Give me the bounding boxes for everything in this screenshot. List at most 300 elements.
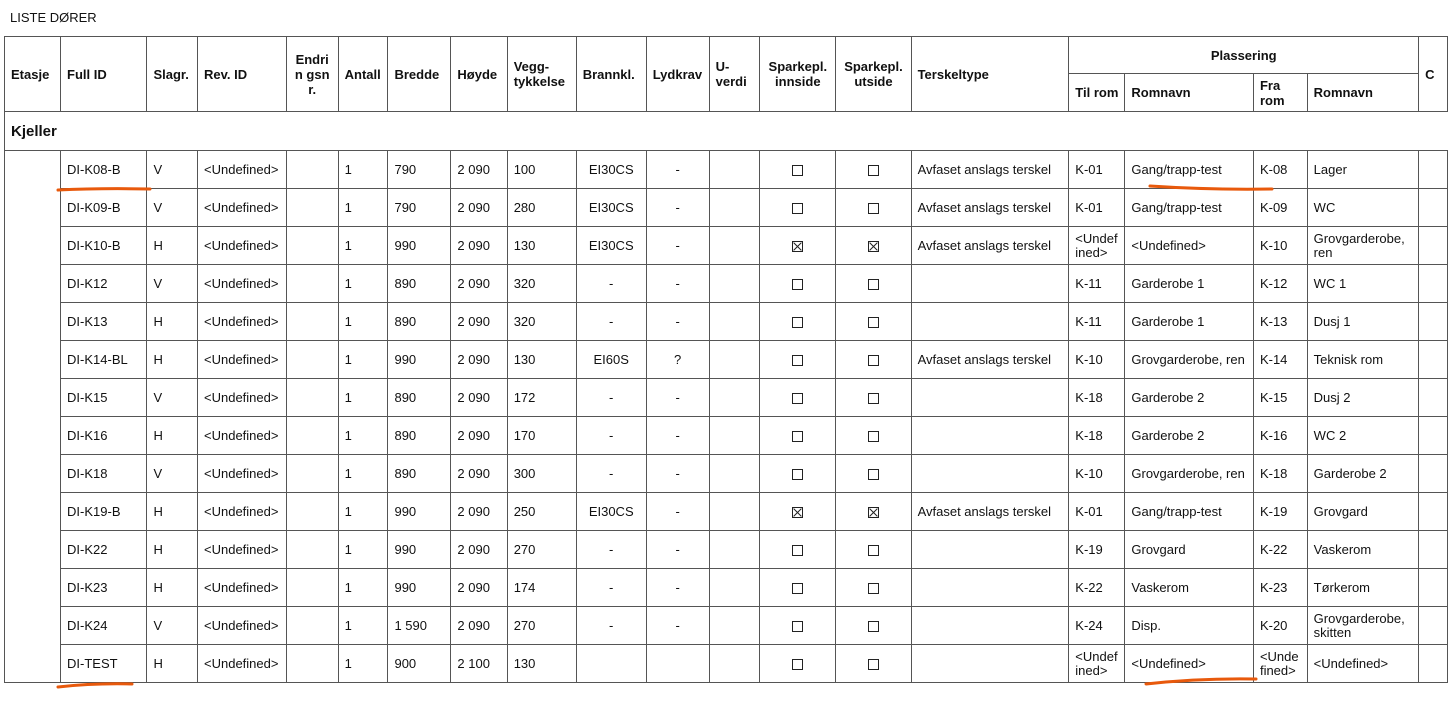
cell-romnavn-fra[interactable]: Vaskerom	[1307, 531, 1418, 569]
cell-rev-id[interactable]: <Undefined>	[198, 379, 287, 417]
cell-til-rom[interactable]: <Undefined>	[1069, 227, 1125, 265]
table-row[interactable]	[5, 569, 1448, 607]
checkbox[interactable]	[792, 279, 803, 290]
cell-spark-innside[interactable]	[760, 151, 836, 189]
cell-lydkrav[interactable]: -	[646, 569, 709, 607]
cell-spark-innside[interactable]	[760, 455, 836, 493]
cell-fra-rom[interactable]: K-19	[1253, 493, 1307, 531]
cell-terskeltype[interactable]	[911, 379, 1069, 417]
checkbox[interactable]	[792, 355, 803, 366]
cell-vegg[interactable]: 130	[507, 341, 576, 379]
checkbox[interactable]	[868, 355, 879, 366]
cell-antall[interactable]: 1	[338, 265, 388, 303]
cell-spark-innside[interactable]	[760, 341, 836, 379]
checkbox[interactable]	[868, 279, 879, 290]
checkbox[interactable]	[868, 393, 879, 404]
cell-fra-rom[interactable]: K-10	[1253, 227, 1307, 265]
cell-endring[interactable]	[286, 417, 338, 455]
cell-uverdi[interactable]	[709, 417, 760, 455]
cell-brannkl[interactable]: -	[576, 379, 646, 417]
checkbox-checked[interactable]	[868, 507, 879, 518]
table-row[interactable]	[5, 151, 1448, 189]
cell-uverdi[interactable]	[709, 227, 760, 265]
cell-hoyde[interactable]: 2 090	[451, 265, 507, 303]
cell-full-id[interactable]: DI-K14-BL	[61, 341, 147, 379]
cell-slagr[interactable]: H	[147, 645, 198, 683]
cell-slagr[interactable]: H	[147, 303, 198, 341]
cell-rev-id[interactable]: <Undefined>	[198, 265, 287, 303]
checkbox[interactable]	[868, 431, 879, 442]
cell-antall[interactable]: 1	[338, 417, 388, 455]
cell-romnavn-fra[interactable]: WC 2	[1307, 417, 1418, 455]
cell-bredde[interactable]: 990	[388, 569, 451, 607]
cell-til-rom[interactable]: K-11	[1069, 265, 1125, 303]
cell-til-rom[interactable]: K-18	[1069, 417, 1125, 455]
cell-lydkrav[interactable]: -	[646, 379, 709, 417]
table-row[interactable]	[5, 227, 1448, 265]
cell-romnavn-fra[interactable]: WC	[1307, 189, 1418, 227]
table-row[interactable]	[5, 341, 1448, 379]
cell-slagr[interactable]: V	[147, 379, 198, 417]
cell-spark-utside[interactable]	[836, 645, 911, 683]
cell-spark-innside[interactable]	[760, 227, 836, 265]
cell-hoyde[interactable]: 2 100	[451, 645, 507, 683]
cell-terskeltype[interactable]: Avfaset anslags terskel	[911, 341, 1069, 379]
cell-rev-id[interactable]: <Undefined>	[198, 455, 287, 493]
header-lydkrav[interactable]: Lydkrav	[646, 37, 709, 112]
table-row[interactable]	[5, 417, 1448, 455]
cell-romnavn-fra[interactable]: Grovgarderobe, skitten	[1307, 607, 1418, 645]
cell-romnavn-til[interactable]: Grovgard	[1125, 531, 1254, 569]
cell-vegg[interactable]: 130	[507, 645, 576, 683]
cell-romnavn-til[interactable]: Garderobe 2	[1125, 417, 1254, 455]
cell-til-rom[interactable]: K-11	[1069, 303, 1125, 341]
cell-terskeltype[interactable]: Avfaset anslags terskel	[911, 227, 1069, 265]
cell-rev-id[interactable]: <Undefined>	[198, 303, 287, 341]
cell-endring[interactable]	[286, 265, 338, 303]
cell-lydkrav[interactable]: ?	[646, 341, 709, 379]
cell-brannkl[interactable]	[576, 645, 646, 683]
cell-fra-rom[interactable]: K-22	[1253, 531, 1307, 569]
cell-romnavn-til[interactable]: Grovgarderobe, ren	[1125, 341, 1254, 379]
cell-vegg[interactable]: 300	[507, 455, 576, 493]
checkbox-checked[interactable]	[868, 241, 879, 252]
cell-bredde[interactable]: 990	[388, 227, 451, 265]
cell-uverdi[interactable]	[709, 303, 760, 341]
cell-slagr[interactable]: H	[147, 493, 198, 531]
checkbox[interactable]	[868, 469, 879, 480]
header-bredde[interactable]: Bredde	[388, 37, 451, 112]
cell-vegg[interactable]: 130	[507, 227, 576, 265]
cell-til-rom[interactable]: K-10	[1069, 455, 1125, 493]
cell-terskeltype[interactable]: Avfaset anslags terskel	[911, 189, 1069, 227]
cell-bredde[interactable]: 890	[388, 417, 451, 455]
cell-spark-utside[interactable]	[836, 341, 911, 379]
cell-slagr[interactable]: H	[147, 531, 198, 569]
header-antall[interactable]: Antall	[338, 37, 388, 112]
cell-uverdi[interactable]	[709, 531, 760, 569]
cell-uverdi[interactable]	[709, 645, 760, 683]
cell-rev-id[interactable]: <Undefined>	[198, 417, 287, 455]
cell-brannkl[interactable]: -	[576, 455, 646, 493]
cell-slagr[interactable]: V	[147, 189, 198, 227]
cell-til-rom[interactable]: K-01	[1069, 189, 1125, 227]
cell-brannkl[interactable]: -	[576, 303, 646, 341]
cell-romnavn-fra[interactable]: Dusj 1	[1307, 303, 1418, 341]
cell-spark-innside[interactable]	[760, 531, 836, 569]
cell-terskeltype[interactable]	[911, 531, 1069, 569]
header-rev-id[interactable]: Rev. ID	[198, 37, 287, 112]
cell-vegg[interactable]: 174	[507, 569, 576, 607]
cell-bredde[interactable]: 990	[388, 493, 451, 531]
cell-rev-id[interactable]: <Undefined>	[198, 151, 287, 189]
cell-uverdi[interactable]	[709, 151, 760, 189]
cell-endring[interactable]	[286, 493, 338, 531]
checkbox[interactable]	[792, 203, 803, 214]
cell-fra-rom[interactable]: K-13	[1253, 303, 1307, 341]
cell-antall[interactable]: 1	[338, 607, 388, 645]
header-uverdi[interactable]: U-verdi	[709, 37, 760, 112]
cell-brannkl[interactable]: EI30CS	[576, 189, 646, 227]
cell-til-rom[interactable]: K-18	[1069, 379, 1125, 417]
cell-terskeltype[interactable]	[911, 645, 1069, 683]
checkbox-checked[interactable]	[792, 241, 803, 252]
cell-spark-innside[interactable]	[760, 417, 836, 455]
cell-lydkrav[interactable]: -	[646, 151, 709, 189]
cell-fra-rom[interactable]: <Undefined>	[1253, 645, 1307, 683]
cell-bredde[interactable]: 890	[388, 455, 451, 493]
cell-spark-utside[interactable]	[836, 379, 911, 417]
table-row[interactable]	[5, 531, 1448, 569]
cell-uverdi[interactable]	[709, 341, 760, 379]
header-romnavn-til[interactable]: Romnavn	[1125, 74, 1254, 112]
checkbox[interactable]	[868, 545, 879, 556]
cell-rev-id[interactable]: <Undefined>	[198, 189, 287, 227]
cell-vegg[interactable]: 250	[507, 493, 576, 531]
cell-spark-innside[interactable]	[760, 493, 836, 531]
cell-brannkl[interactable]: -	[576, 607, 646, 645]
cell-full-id[interactable]: DI-K09-B	[61, 189, 147, 227]
cell-bredde[interactable]: 890	[388, 379, 451, 417]
cell-brannkl[interactable]: EI60S	[576, 341, 646, 379]
cell-romnavn-til[interactable]: Grovgarderobe, ren	[1125, 455, 1254, 493]
cell-romnavn-til[interactable]: <Undefined>	[1125, 227, 1254, 265]
cell-terskeltype[interactable]	[911, 303, 1069, 341]
cell-vegg[interactable]: 170	[507, 417, 576, 455]
table-row[interactable]	[5, 379, 1448, 417]
checkbox[interactable]	[868, 621, 879, 632]
cell-til-rom[interactable]: K-22	[1069, 569, 1125, 607]
cell-uverdi[interactable]	[709, 265, 760, 303]
cell-full-id[interactable]: DI-TEST	[61, 645, 147, 683]
checkbox[interactable]	[792, 659, 803, 670]
cell-antall[interactable]: 1	[338, 341, 388, 379]
cell-hoyde[interactable]: 2 090	[451, 189, 507, 227]
cell-lydkrav[interactable]: -	[646, 493, 709, 531]
cell-romnavn-til[interactable]: Garderobe 2	[1125, 379, 1254, 417]
header-endring[interactable]: Endrin gsnr.	[286, 37, 338, 112]
cell-endring[interactable]	[286, 379, 338, 417]
table-row[interactable]	[5, 303, 1448, 341]
cell-hoyde[interactable]: 2 090	[451, 379, 507, 417]
cell-vegg[interactable]: 320	[507, 303, 576, 341]
cell-full-id[interactable]: DI-K12	[61, 265, 147, 303]
cell-lydkrav[interactable]: -	[646, 417, 709, 455]
cell-slagr[interactable]: H	[147, 341, 198, 379]
cell-hoyde[interactable]: 2 090	[451, 151, 507, 189]
cell-bredde[interactable]: 900	[388, 645, 451, 683]
cell-endring[interactable]	[286, 227, 338, 265]
cell-bredde[interactable]: 890	[388, 303, 451, 341]
cell-romnavn-til[interactable]: Gang/trapp-test	[1125, 151, 1254, 189]
cell-bredde[interactable]: 990	[388, 341, 451, 379]
cell-bredde[interactable]: 990	[388, 531, 451, 569]
cell-terskeltype[interactable]	[911, 569, 1069, 607]
cell-rev-id[interactable]: <Undefined>	[198, 493, 287, 531]
cell-terskeltype[interactable]	[911, 417, 1069, 455]
cell-spark-innside[interactable]	[760, 607, 836, 645]
cell-uverdi[interactable]	[709, 569, 760, 607]
cell-vegg[interactable]: 280	[507, 189, 576, 227]
cell-spark-innside[interactable]	[760, 645, 836, 683]
cell-hoyde[interactable]: 2 090	[451, 569, 507, 607]
checkbox[interactable]	[792, 469, 803, 480]
cell-rev-id[interactable]: <Undefined>	[198, 227, 287, 265]
cell-spark-utside[interactable]	[836, 265, 911, 303]
cell-slagr[interactable]: V	[147, 607, 198, 645]
cell-fra-rom[interactable]: K-20	[1253, 607, 1307, 645]
cell-uverdi[interactable]	[709, 379, 760, 417]
cell-vegg[interactable]: 270	[507, 531, 576, 569]
cell-antall[interactable]: 1	[338, 303, 388, 341]
header-slagr[interactable]: Slagr.	[147, 37, 198, 112]
cell-fra-rom[interactable]: K-12	[1253, 265, 1307, 303]
header-vegg[interactable]: Vegg-tykkelse	[507, 37, 576, 112]
header-romnavn-fra[interactable]: Romnavn	[1307, 74, 1418, 112]
cell-brannkl[interactable]: -	[576, 417, 646, 455]
cell-romnavn-til[interactable]: Gang/trapp-test	[1125, 493, 1254, 531]
cell-spark-utside[interactable]	[836, 189, 911, 227]
cell-til-rom[interactable]: K-01	[1069, 151, 1125, 189]
header-spark-innside[interactable]: Sparkepl. innside	[760, 37, 836, 112]
header-hoyde[interactable]: Høyde	[451, 37, 507, 112]
checkbox[interactable]	[792, 165, 803, 176]
cell-rev-id[interactable]: <Undefined>	[198, 569, 287, 607]
table-row[interactable]	[5, 607, 1448, 645]
cell-vegg[interactable]: 100	[507, 151, 576, 189]
cell-full-id[interactable]: DI-K10-B	[61, 227, 147, 265]
cell-romnavn-til[interactable]: Disp.	[1125, 607, 1254, 645]
cell-brannkl[interactable]: EI30CS	[576, 227, 646, 265]
checkbox-checked[interactable]	[792, 507, 803, 518]
header-til-rom[interactable]: Til rom	[1069, 74, 1125, 112]
cell-romnavn-til[interactable]: <Undefined>	[1125, 645, 1254, 683]
cell-bredde[interactable]: 790	[388, 151, 451, 189]
cell-endring[interactable]	[286, 569, 338, 607]
cell-endring[interactable]	[286, 455, 338, 493]
checkbox[interactable]	[868, 583, 879, 594]
cell-antall[interactable]: 1	[338, 151, 388, 189]
cell-terskeltype[interactable]	[911, 607, 1069, 645]
cell-uverdi[interactable]	[709, 493, 760, 531]
cell-hoyde[interactable]: 2 090	[451, 303, 507, 341]
cell-terskeltype[interactable]: Avfaset anslags terskel	[911, 493, 1069, 531]
header-fra-rom[interactable]: Fra rom	[1253, 74, 1307, 112]
cell-rev-id[interactable]: <Undefined>	[198, 531, 287, 569]
cell-uverdi[interactable]	[709, 455, 760, 493]
cell-hoyde[interactable]: 2 090	[451, 227, 507, 265]
cell-fra-rom[interactable]: K-16	[1253, 417, 1307, 455]
cell-spark-innside[interactable]	[760, 379, 836, 417]
checkbox[interactable]	[868, 659, 879, 670]
cell-full-id[interactable]: DI-K13	[61, 303, 147, 341]
checkbox[interactable]	[792, 393, 803, 404]
cell-endring[interactable]	[286, 607, 338, 645]
cell-slagr[interactable]: V	[147, 265, 198, 303]
cell-romnavn-fra[interactable]: WC 1	[1307, 265, 1418, 303]
cell-rev-id[interactable]: <Undefined>	[198, 607, 287, 645]
cell-romnavn-fra[interactable]: Dusj 2	[1307, 379, 1418, 417]
cell-brannkl[interactable]: EI30CS	[576, 151, 646, 189]
cell-fra-rom[interactable]: K-09	[1253, 189, 1307, 227]
cell-bredde[interactable]: 890	[388, 265, 451, 303]
cell-antall[interactable]: 1	[338, 379, 388, 417]
table-row[interactable]	[5, 645, 1448, 683]
cell-romnavn-til[interactable]: Gang/trapp-test	[1125, 189, 1254, 227]
table-row[interactable]	[5, 189, 1448, 227]
cell-fra-rom[interactable]: K-23	[1253, 569, 1307, 607]
table-row[interactable]	[5, 265, 1448, 303]
checkbox[interactable]	[792, 431, 803, 442]
cell-romnavn-fra[interactable]: Lager	[1307, 151, 1418, 189]
header-etasje[interactable]: Etasje	[5, 37, 61, 112]
cell-hoyde[interactable]: 2 090	[451, 455, 507, 493]
cell-romnavn-til[interactable]: Garderobe 1	[1125, 265, 1254, 303]
cell-lydkrav[interactable]: -	[646, 607, 709, 645]
cell-brannkl[interactable]: EI30CS	[576, 493, 646, 531]
cell-endring[interactable]	[286, 303, 338, 341]
cell-terskeltype[interactable]	[911, 455, 1069, 493]
cell-lydkrav[interactable]: -	[646, 189, 709, 227]
cell-romnavn-fra[interactable]: Grovgarderobe, ren	[1307, 227, 1418, 265]
table-row[interactable]	[5, 493, 1448, 531]
cell-uverdi[interactable]	[709, 607, 760, 645]
cell-lydkrav[interactable]: -	[646, 227, 709, 265]
cell-rev-id[interactable]: <Undefined>	[198, 341, 287, 379]
cell-full-id[interactable]: DI-K22	[61, 531, 147, 569]
cell-romnavn-fra[interactable]: Garderobe 2	[1307, 455, 1418, 493]
cell-hoyde[interactable]: 2 090	[451, 417, 507, 455]
cell-full-id[interactable]: DI-K19-B	[61, 493, 147, 531]
cell-lydkrav[interactable]: -	[646, 265, 709, 303]
cell-spark-innside[interactable]	[760, 189, 836, 227]
cell-antall[interactable]: 1	[338, 455, 388, 493]
cell-slagr[interactable]: H	[147, 227, 198, 265]
cell-spark-utside[interactable]	[836, 455, 911, 493]
cell-antall[interactable]: 1	[338, 227, 388, 265]
cell-antall[interactable]: 1	[338, 531, 388, 569]
cell-slagr[interactable]: V	[147, 151, 198, 189]
cell-til-rom[interactable]: K-01	[1069, 493, 1125, 531]
cell-spark-utside[interactable]	[836, 531, 911, 569]
cell-slagr[interactable]: V	[147, 455, 198, 493]
cell-rev-id[interactable]: <Undefined>	[198, 645, 287, 683]
header-spark-utside[interactable]: Sparkepl. utside	[836, 37, 911, 112]
cell-slagr[interactable]: H	[147, 417, 198, 455]
cell-terskeltype[interactable]	[911, 265, 1069, 303]
cell-spark-innside[interactable]	[760, 569, 836, 607]
table-row[interactable]	[5, 455, 1448, 493]
cell-brannkl[interactable]: -	[576, 569, 646, 607]
checkbox[interactable]	[868, 165, 879, 176]
cell-full-id[interactable]: DI-K08-B	[61, 151, 147, 189]
header-brannkl[interactable]: Brannkl.	[576, 37, 646, 112]
cell-bredde[interactable]: 790	[388, 189, 451, 227]
cell-romnavn-fra[interactable]: Teknisk rom	[1307, 341, 1418, 379]
cell-romnavn-fra[interactable]: Grovgard	[1307, 493, 1418, 531]
cell-spark-utside[interactable]	[836, 493, 911, 531]
cell-endring[interactable]	[286, 645, 338, 683]
cell-lydkrav[interactable]: -	[646, 303, 709, 341]
cell-vegg[interactable]: 320	[507, 265, 576, 303]
cell-vegg[interactable]: 172	[507, 379, 576, 417]
cell-antall[interactable]: 1	[338, 645, 388, 683]
cell-spark-utside[interactable]	[836, 303, 911, 341]
checkbox[interactable]	[792, 621, 803, 632]
cell-romnavn-til[interactable]: Vaskerom	[1125, 569, 1254, 607]
cell-romnavn-fra[interactable]: <Undefined>	[1307, 645, 1418, 683]
cell-til-rom[interactable]: K-24	[1069, 607, 1125, 645]
cell-fra-rom[interactable]: K-15	[1253, 379, 1307, 417]
cell-spark-innside[interactable]	[760, 303, 836, 341]
cell-romnavn-fra[interactable]: Tørkerom	[1307, 569, 1418, 607]
cell-bredde[interactable]: 1 590	[388, 607, 451, 645]
cell-spark-utside[interactable]	[836, 417, 911, 455]
cell-full-id[interactable]: DI-K16	[61, 417, 147, 455]
cell-terskeltype[interactable]: Avfaset anslags terskel	[911, 151, 1069, 189]
cell-fra-rom[interactable]: K-08	[1253, 151, 1307, 189]
cell-spark-utside[interactable]	[836, 569, 911, 607]
cell-full-id[interactable]: DI-K18	[61, 455, 147, 493]
cell-til-rom[interactable]: <Undefined>	[1069, 645, 1125, 683]
cell-fra-rom[interactable]: K-18	[1253, 455, 1307, 493]
cell-full-id[interactable]: DI-K24	[61, 607, 147, 645]
header-full-id[interactable]: Full ID	[61, 37, 147, 112]
cell-antall[interactable]: 1	[338, 569, 388, 607]
cell-lydkrav[interactable]: -	[646, 455, 709, 493]
cell-brannkl[interactable]: -	[576, 531, 646, 569]
cell-til-rom[interactable]: K-10	[1069, 341, 1125, 379]
cell-full-id[interactable]: DI-K23	[61, 569, 147, 607]
cell-slagr[interactable]: H	[147, 569, 198, 607]
cell-hoyde[interactable]: 2 090	[451, 531, 507, 569]
cell-endring[interactable]	[286, 151, 338, 189]
checkbox[interactable]	[792, 583, 803, 594]
header-terskeltype[interactable]: Terskeltype	[911, 37, 1069, 112]
cell-full-id[interactable]: DI-K15	[61, 379, 147, 417]
checkbox[interactable]	[792, 317, 803, 328]
cell-endring[interactable]	[286, 189, 338, 227]
cell-endring[interactable]	[286, 341, 338, 379]
cell-brannkl[interactable]: -	[576, 265, 646, 303]
cell-antall[interactable]: 1	[338, 189, 388, 227]
cell-spark-utside[interactable]	[836, 151, 911, 189]
cell-antall[interactable]: 1	[338, 493, 388, 531]
checkbox[interactable]	[868, 317, 879, 328]
cell-hoyde[interactable]: 2 090	[451, 607, 507, 645]
cell-spark-innside[interactable]	[760, 265, 836, 303]
checkbox[interactable]	[792, 545, 803, 556]
